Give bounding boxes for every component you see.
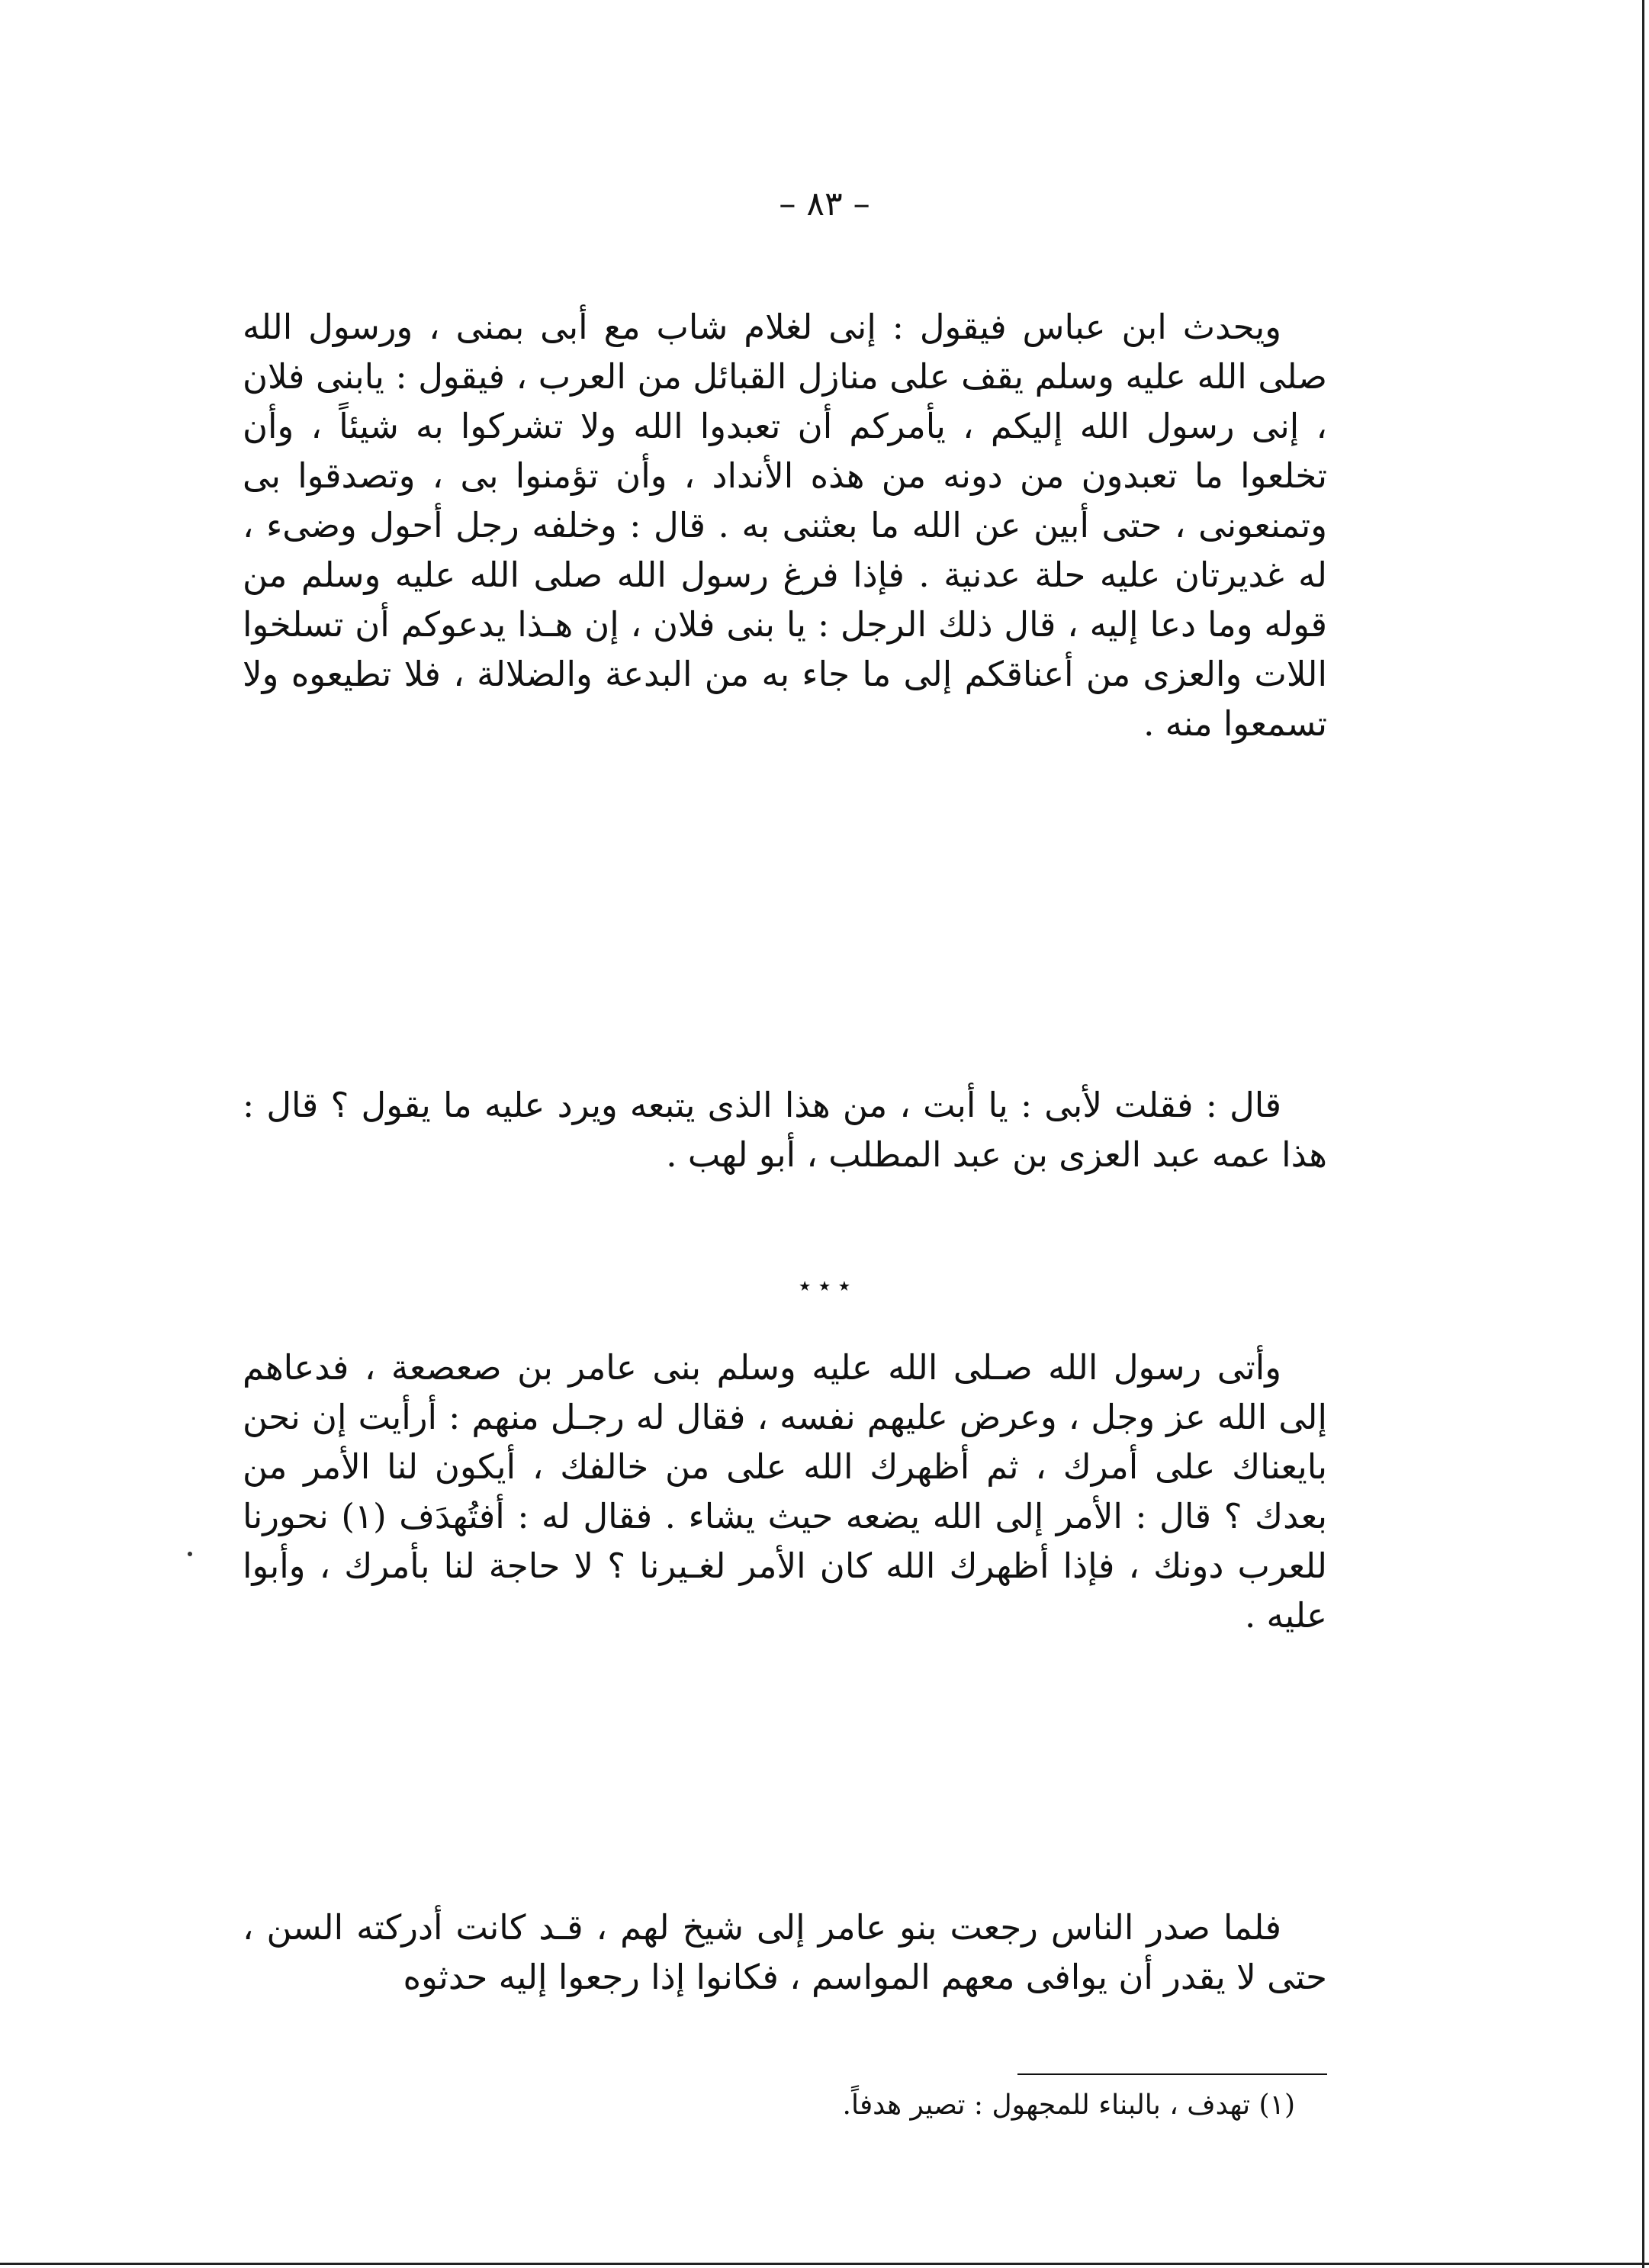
paragraph-1 [243, 302, 1327, 748]
paragraph-text: وأتى رسول الله صـلى الله عليه وسلم بنى عامر بن صعصعة ، فدعاهم إلى الله عز وجل ، وعرض عليهم نفسه ، فقال له رجـل منهم : أرأيت إن نحن بايعناك على أمرك ، ثم أظهرك الله على من خالفك ، أيكون لنا الأمر من بعدك ؟ قال : الأمر إلى الله يضعه حيث يشاء . فقال له : أفتُهدَف (١) نحورنا للعرب دونك ، فإذا أظهرك الله كان الأمر لغـيرنا ؟ لا حاجة لنا بأمرك ، وأبوا عليه . [243, 1347, 1327, 1636]
paragraph-text: قال : فقلت لأبى : يا أبت ، من هذا الذى يتبعه ويرد عليه ما يقول ؟ قال : هذا عمه عبد العزى بن عبد المطلب ، أبو لهب . [243, 1085, 1327, 1175]
footnote: (١) تهدف ، بالبناء للمجهول : تصير هدفاً. [842, 2089, 1295, 2121]
footnote-divider [1017, 2073, 1327, 2075]
page-edge-bottom [0, 2263, 1649, 2265]
paragraph-4 [243, 1903, 1327, 2002]
paragraph-2 [243, 1080, 1327, 1179]
paragraph-text: فلما صدر الناس رجعت بنو عامر إلى شيخ لهم ، قـد كانت أدركته السن ، حتى لا يقدر أن يوافى معهم المواسم ، فكانوا إذا رجعوا إليه حدثوه [243, 1907, 1327, 1997]
paragraph-text: ويحدث ابن عباس فيقول : إنى لغلام شاب مع أبى بمنى ، ورسول الله صلى الله عليه وسلم يقف على منازل القبائل من العرب ، فيقول : يابنى فلان ، إنى رسول الله إليكم ، يأمركم أن تعبدوا الله ولا تشركوا به شيئاً ، وأن تخلعوا ما تعبدون من دونه من هذه الأنداد ، وأن تؤمنوا بى ، وتصدقوا بى وتمنعونى ، حتى أبين عن الله ما بعثنى به . قال : وخلفه رجل أحول وضىء ، له غديرتان عليه حلة عدنية . فإذا فرغ رسول الله صلى الله عليه وسلم من قوله وما دعا إليه ، قال ذلك الرجل : يا بنى فلان ، إن هـذا يدعوكم أن تسلخوا اللات والعزى من أعناقكم إلى ما جاء به من البدعة والضلالة ، فلا تطيعوه ولا تسمعوا منه . [243, 307, 1327, 744]
page-edge-right [1642, 0, 1644, 2268]
section-separator-ornament: ٭ ٭ ٭ [798, 1272, 851, 1299]
margin-speck [188, 1552, 192, 1556]
paragraph-3 [243, 1343, 1327, 1640]
page-number: – ٨٣ – [779, 185, 870, 224]
